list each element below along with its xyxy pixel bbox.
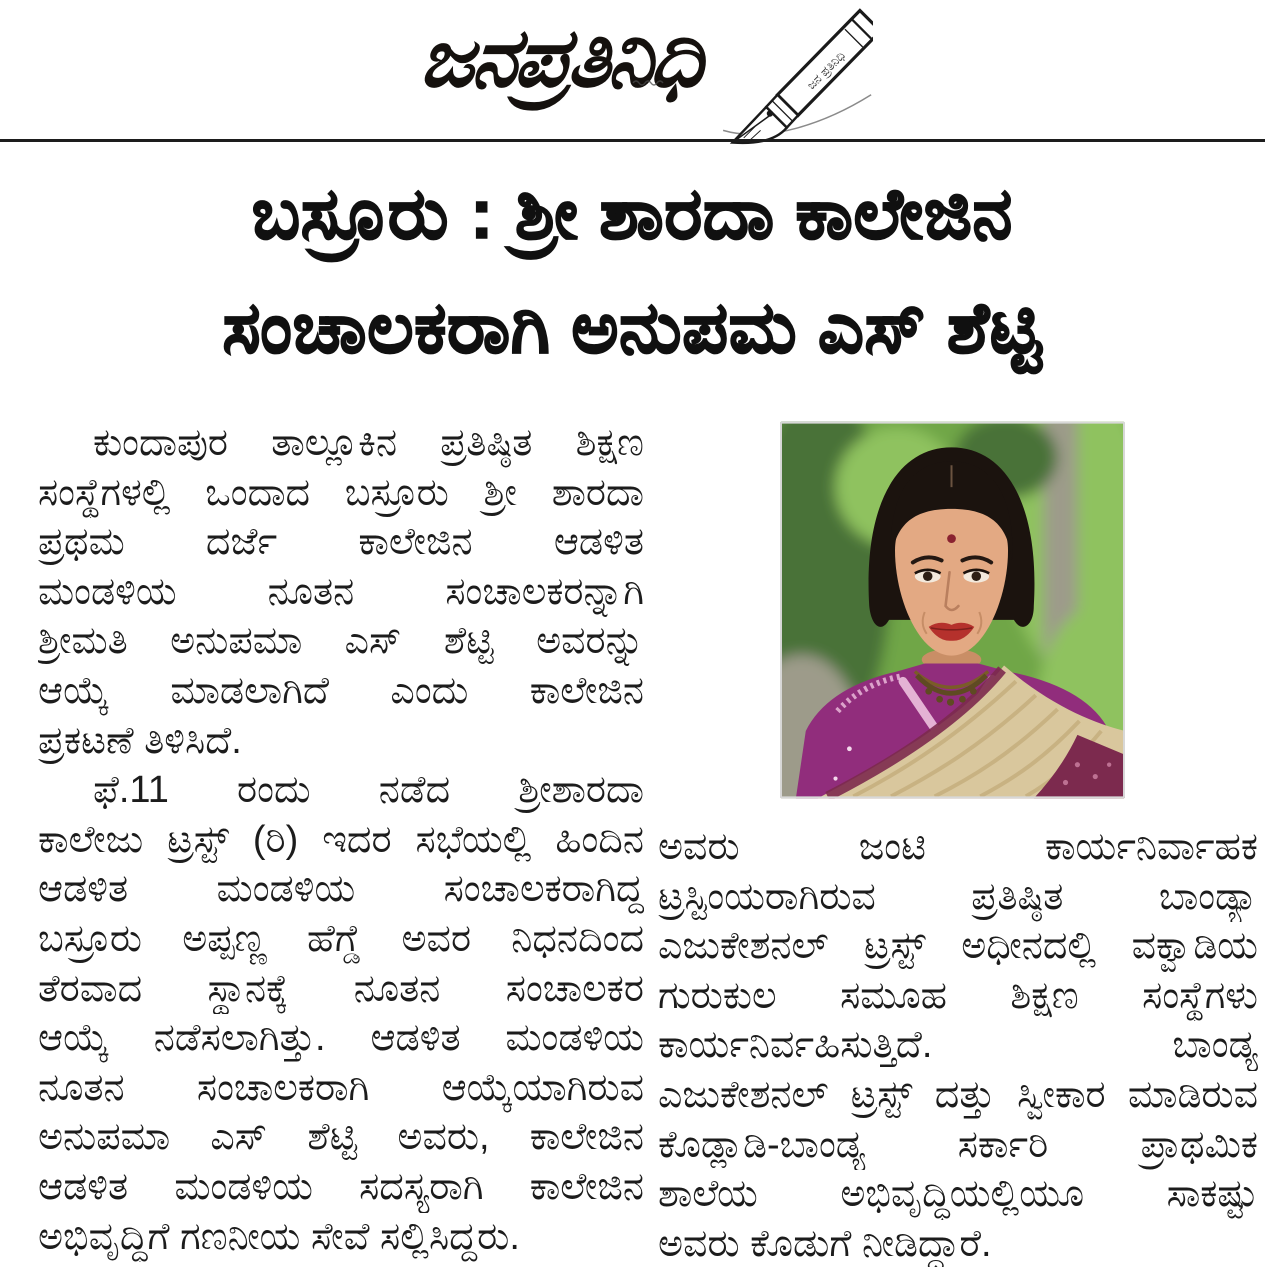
headline-line-2: ಸಂಚಾಲಕರಾಗಿ ಅನುಪಮ ಎಸ್ ಶೆಟ್ಟಿ (222, 289, 1043, 368)
article-column-left (38, 405, 644, 1262)
masthead-divider (0, 139, 1265, 142)
logo-fine-print-mark (632, 74, 666, 92)
article-line: ಫೆ.11 ರಂದು ನಡೆದ ಶ್ರೀಶಾರದಾ (93, 769, 644, 812)
article-line: ಅನುಪಮಾ ಎಸ್ ಶೆಟ್ಟಿ ಅವರು, ಕಾಲೇಜಿನ (38, 1116, 644, 1159)
article-column-right (658, 405, 1258, 1267)
article-line: ಆಡಳಿತ ಮಂಡಳಿಯ ಸಂಚಾಲಕರಾಗಿದ್ದ (38, 868, 644, 911)
newspaper-logo (416, 2, 873, 157)
article-line: ಬಸ್ರೂರು ಅಪ್ಪಣ್ಣ ಹೆಗ್ಡೆ ಅವರ ನಿಧನದಿಂದ (38, 917, 644, 960)
article-line: ನೂತನ ಸಂಚಾಲಕರಾಗಿ ಆಯ್ಕೆಯಾಗಿರುವ (38, 1066, 644, 1109)
article-line: ಕಾಲೇಜು ಟ್ರಸ್ಟ್ (ರಿ) ಇದರ ಸಭೆಯಲ್ಲಿ ಹಿಂದಿನ (38, 818, 644, 861)
article-line: ಗುರುಕುಲ ಸಮೂಹ ಶಿಕ್ಷಣ ಸಂಸ್ಥೆಗಳು (658, 974, 1258, 1017)
article-line: ಆಯ್ಕೆ ಮಾಡಲಾಗಿದೆ ಎಂದು ಕಾಲೇಜಿನ (38, 669, 644, 712)
article-line: ಪ್ರಕಟಣೆ ತಿಳಿಸಿದೆ. (38, 719, 242, 762)
article-line: ತೆರವಾದ ಸ್ಥಾನಕ್ಕೆ ನೂತನ ಸಂಚಾಲಕರ (38, 967, 644, 1010)
headline (0, 158, 1265, 386)
portrait-photo (780, 420, 1125, 800)
article-line: ಅವರು ಕೊಡುಗೆ ನೀಡಿದ್ದಾರೆ. (658, 1222, 992, 1265)
headline-line-1: ಬಸ್ರೂರು : ಶ್ರೀ ಶಾರದಾ ಕಾಲೇಜಿನ (251, 175, 1014, 254)
article-line: ಆಯ್ಕೆ ನಡೆಸಲಾಗಿತ್ತು. ಆಡಳಿತ ಮಂಡಳಿಯ (38, 1017, 644, 1060)
fountain-pen-icon (695, 2, 873, 157)
newspaper-logo-text: ಜನಪ್ರತಿನಿಧಿ (416, 10, 705, 106)
article-line: ಕೊಡ್ಲಾಡಿ-ಬಾಂಡ್ಯ ಸರ್ಕಾರಿ ಪ್ರಾಥಮಿಕ (658, 1123, 1258, 1166)
article-line: ಸಂಸ್ಥೆಗಳಲ್ಲಿ ಒಂದಾದ ಬಸ್ರೂರು ಶ್ರೀ ಶಾರದಾ (38, 471, 644, 514)
article-line: ಆಡಳಿತ ಮಂಡಳಿಯ ಸದಸ್ಯರಾಗಿ ಕಾಲೇಜಿನ (38, 1165, 644, 1208)
article-line: ಪ್ರಥಮ ದರ್ಜೆ ಕಾಲೇಜಿನ ಆಡಳಿತ (38, 521, 644, 564)
article-line: ಶಾಲೆಯ ಅಭಿವೃದ್ಧಿಯಲ್ಲಿಯೂ ಸಾಕಷ್ಟು (658, 1173, 1258, 1216)
pen-barrel-text: ಜನ ಪ್ರತಿನಿಧಿ (804, 48, 848, 93)
masthead (0, 0, 1265, 140)
article-line: ಕಾರ್ಯನಿರ್ವಹಿಸುತ್ತಿದೆ. ಬಾಂಡ್ಯ (658, 1024, 1258, 1067)
article-line: ಎಜುಕೇಶನಲ್ ಟ್ರಸ್ಟ್ ದತ್ತು ಸ್ವೀಕಾರ ಮಾಡಿರುವ (658, 1073, 1258, 1116)
article-line: ಅವರು ಜಂಟಿ ಕಾರ್ಯನಿರ್ವಾಹಕ (658, 826, 1258, 868)
article-line: ಟ್ರಸ್ಟಿಂಯರಾಗಿರುವ ಪ್ರತಿಷ್ಠಿತ ಬಾಂಡ್ಯಾ (658, 875, 1258, 918)
article-line: ಕುಂದಾಪುರ ತಾಲ್ಲೂಕಿನ ಪ್ರತಿಷ್ಠಿತ ಶಿಕ್ಷಣ (93, 422, 644, 464)
article-line: ಎಜುಕೇಶನಲ್ ಟ್ರಸ್ಟ್ ಅಧೀನದಲ್ಲಿ ವಕ್ವಾಡಿಯ (658, 925, 1258, 968)
article-line: ಅಭಿವೃದ್ಧಿಗೆ ಗಣನೀಯ ಸೇವೆ ಸಲ್ಲಿಸಿದ್ದರು. (38, 1215, 520, 1258)
article-line: ಮಂಡಳಿಯ ನೂತನ ಸಂಚಾಲಕರನ್ನಾಗಿ (38, 570, 644, 613)
article-column-right-text (658, 823, 1258, 1267)
article-line: ಶ್ರೀಮತಿ ಅನುಪಮಾ ಎಸ್ ಶೆಟ್ಟಿ ಅವರನ್ನು (38, 620, 644, 663)
